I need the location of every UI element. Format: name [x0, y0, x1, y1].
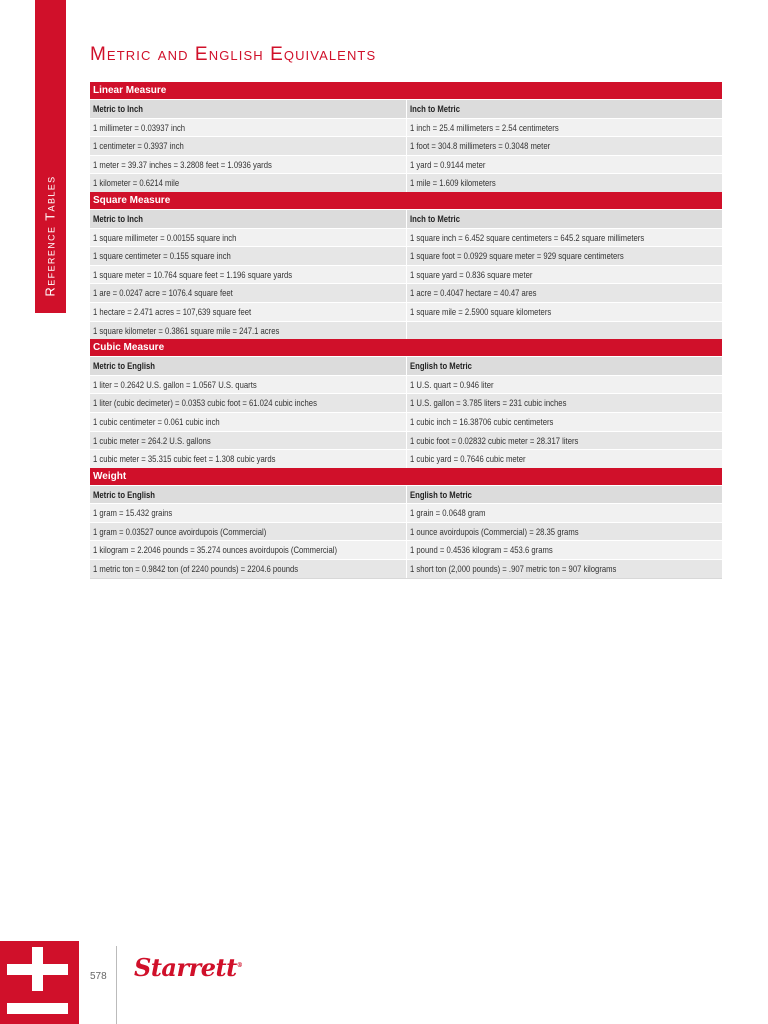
column-header-left: [90, 100, 406, 118]
table-row: [90, 540, 722, 559]
cell-text: 1 grain = 0.0648 gram: [410, 507, 486, 519]
cell-text: 1 square inch = 6.452 square centimeters = 645.2 square millimeters: [410, 231, 645, 243]
cell-text: 1 U.S. quart = 0.946 liter: [410, 378, 494, 390]
registered-mark: ®: [236, 962, 243, 969]
side-tab-label: Reference Tables: [42, 175, 58, 297]
table-row: [90, 246, 722, 265]
cell-right: [406, 303, 722, 321]
cell-left: [90, 119, 406, 137]
column-header-right: [406, 357, 722, 375]
cell-right: [406, 229, 722, 247]
cell-text: 1 pound = 0.4536 kilogram = 453.6 grams: [410, 544, 553, 556]
cell-right: [406, 284, 722, 302]
table-row: [90, 431, 722, 450]
column-header-right: [406, 486, 722, 504]
cell-right: [406, 137, 722, 155]
cell-left: [90, 432, 406, 450]
column-header-text: Metric to Inch: [93, 212, 143, 224]
column-header-left: [90, 357, 406, 375]
cell-right: [406, 504, 722, 522]
cell-text: 1 inch = 25.4 millimeters = 2.54 centimeters: [410, 121, 559, 133]
cell-text: 1 square foot = 0.0929 square meter = 929 square centimeters: [410, 250, 624, 262]
cell-text: 1 square mile = 2.5900 square kilometers: [410, 305, 552, 317]
cell-left: [90, 450, 406, 468]
table-row: [90, 559, 722, 578]
cell-right: [406, 413, 722, 431]
cell-text: 1 millimeter = 0.03937 inch: [93, 121, 186, 133]
cell-text: 1 ounce avoirdupois (Commercial) = 28.35 grams: [410, 525, 579, 537]
column-header-row: [90, 356, 722, 375]
cell-left: [90, 156, 406, 174]
table-row: [90, 118, 722, 137]
column-header-row: [90, 99, 722, 118]
cell-right: [406, 266, 722, 284]
column-header-text: Metric to Inch: [93, 103, 143, 114]
cell-text: 1 gram = 15.432 grains: [93, 507, 173, 519]
cell-text: 1 metric ton = 0.9842 ton (of 2240 pounds) = 2204.6 pounds: [93, 563, 299, 575]
cell-left: [90, 523, 406, 541]
cell-left: [90, 229, 406, 247]
cell-right: [406, 450, 722, 468]
table-row: [90, 265, 722, 284]
cell-text: 1 square meter = 10.764 square feet = 1.196 square yards: [93, 268, 293, 280]
cell-right: [406, 247, 722, 265]
cell-left: [90, 266, 406, 284]
page-number: 578: [90, 971, 107, 982]
section-header: Square Measure: [90, 192, 722, 209]
column-header-text: Inch to Metric: [410, 212, 460, 224]
cell-text: 1 meter = 39.37 inches = 3.2808 feet = 1.0936 yards: [93, 158, 272, 170]
cell-text: 1 cubic meter = 264.2 U.S. gallons: [93, 434, 211, 446]
column-header-text: English to Metric: [410, 360, 472, 372]
cell-text: 1 square kilometer = 0.3861 square mile = 247.1 acres: [93, 324, 280, 336]
cell-text: 1 kilogram = 2.2046 pounds = 35.274 ounces avoirdupois (Commercial): [93, 544, 338, 556]
table-row: [90, 503, 722, 522]
cell-right: [406, 156, 722, 174]
cell-left: [90, 174, 406, 192]
cell-text: 1 yard = 0.9144 meter: [410, 158, 486, 170]
cell-text: 1 liter (cubic decimeter) = 0.0353 cubic foot = 61.024 cubic inches: [93, 397, 317, 409]
cell-left: [90, 247, 406, 265]
brand-text: Starrett: [134, 953, 237, 982]
cell-left: [90, 560, 406, 578]
column-header-right: [406, 210, 722, 228]
table-row: [90, 228, 722, 247]
table-row: [90, 321, 722, 340]
cell-text: 1 centimeter = 0.3937 inch: [93, 140, 184, 152]
column-header-text: English to Metric: [410, 488, 472, 500]
cell-text: 1 cubic yard = 0.7646 cubic meter: [410, 453, 526, 465]
table-row: [90, 136, 722, 155]
cell-left: [90, 303, 406, 321]
cell-left: [90, 284, 406, 302]
column-header-text: Inch to Metric: [410, 103, 460, 114]
cell-right: [406, 119, 722, 137]
cell-text: 1 short ton (2,000 pounds) = .907 metric ton = 907 kilograms: [410, 563, 617, 575]
cell-left: [90, 322, 406, 340]
cell-text: 1 cubic foot = 0.02832 cubic meter = 28.317 liters: [410, 434, 579, 446]
section-header: Weight: [90, 468, 722, 485]
cell-right: [406, 322, 722, 340]
cell-right: [406, 541, 722, 559]
cell-text: 1 cubic inch = 16.38706 cubic centimeters: [410, 415, 554, 427]
cell-text: 1 kilometer = 0.6214 mile: [93, 177, 180, 189]
table-row: [90, 283, 722, 302]
cell-right: [406, 376, 722, 394]
cell-left: [90, 504, 406, 522]
cell-left: [90, 376, 406, 394]
page-title: Metric and English Equivalents: [90, 44, 377, 65]
starrett-brand-logo: [134, 953, 242, 982]
cell-text: 1 square millimeter = 0.00155 square inch: [93, 231, 237, 243]
starrett-cross-logo-icon: [0, 941, 79, 1024]
cell-text: 1 square yard = 0.836 square meter: [410, 268, 533, 280]
section-header: Linear Measure: [90, 82, 722, 99]
cell-left: [90, 413, 406, 431]
column-header-text: Metric to English: [93, 360, 155, 372]
cell-left: [90, 137, 406, 155]
table-row: [90, 412, 722, 431]
cell-text: 1 liter = 0.2642 U.S. gallon = 1.0567 U.S. quarts: [93, 378, 257, 390]
cell-text: 1 mile = 1.609 kilometers: [410, 177, 496, 189]
footer-divider: [116, 946, 117, 1024]
cell-right: [406, 523, 722, 541]
column-header-row: [90, 209, 722, 228]
table-row: [90, 393, 722, 412]
cell-left: [90, 541, 406, 559]
table-row: [90, 522, 722, 541]
column-header-left: [90, 486, 406, 504]
cell-right: [406, 560, 722, 578]
cell-text: 1 hectare = 2.471 acres = 107,639 square feet: [93, 305, 252, 317]
cell-text: 1 cubic centimeter = 0.061 cubic inch: [93, 415, 220, 427]
cell-text: 1 are = 0.0247 acre = 1076.4 square feet: [93, 287, 233, 299]
cell-text: 1 cubic meter = 35.315 cubic feet = 1.308 cubic yards: [93, 453, 276, 465]
table-row: [90, 449, 722, 468]
cell-text: 1 acre = 0.4047 hectare = 40.47 ares: [410, 287, 537, 299]
cell-text: 1 square centimeter = 0.155 square inch: [93, 250, 231, 262]
column-header-text: Metric to English: [93, 488, 155, 500]
cell-left: [90, 394, 406, 412]
column-header-row: [90, 485, 722, 504]
column-header-right: [406, 100, 722, 118]
cell-text: 1 gram = 0.03527 ounce avoirdupois (Commercial): [93, 525, 267, 537]
section-header: Cubic Measure: [90, 339, 722, 356]
table-row: [90, 173, 722, 192]
cell-text: 1 foot = 304.8 millimeters = 0.3048 meter: [410, 140, 551, 152]
table-row: [90, 375, 722, 394]
column-header-left: [90, 210, 406, 228]
cell-right: [406, 394, 722, 412]
cell-right: [406, 432, 722, 450]
conversion-tables: [90, 82, 722, 579]
cell-right: [406, 174, 722, 192]
table-row: [90, 155, 722, 174]
cell-text: 1 U.S. gallon = 3.785 liters = 231 cubic inches: [410, 397, 567, 409]
table-row: [90, 302, 722, 321]
